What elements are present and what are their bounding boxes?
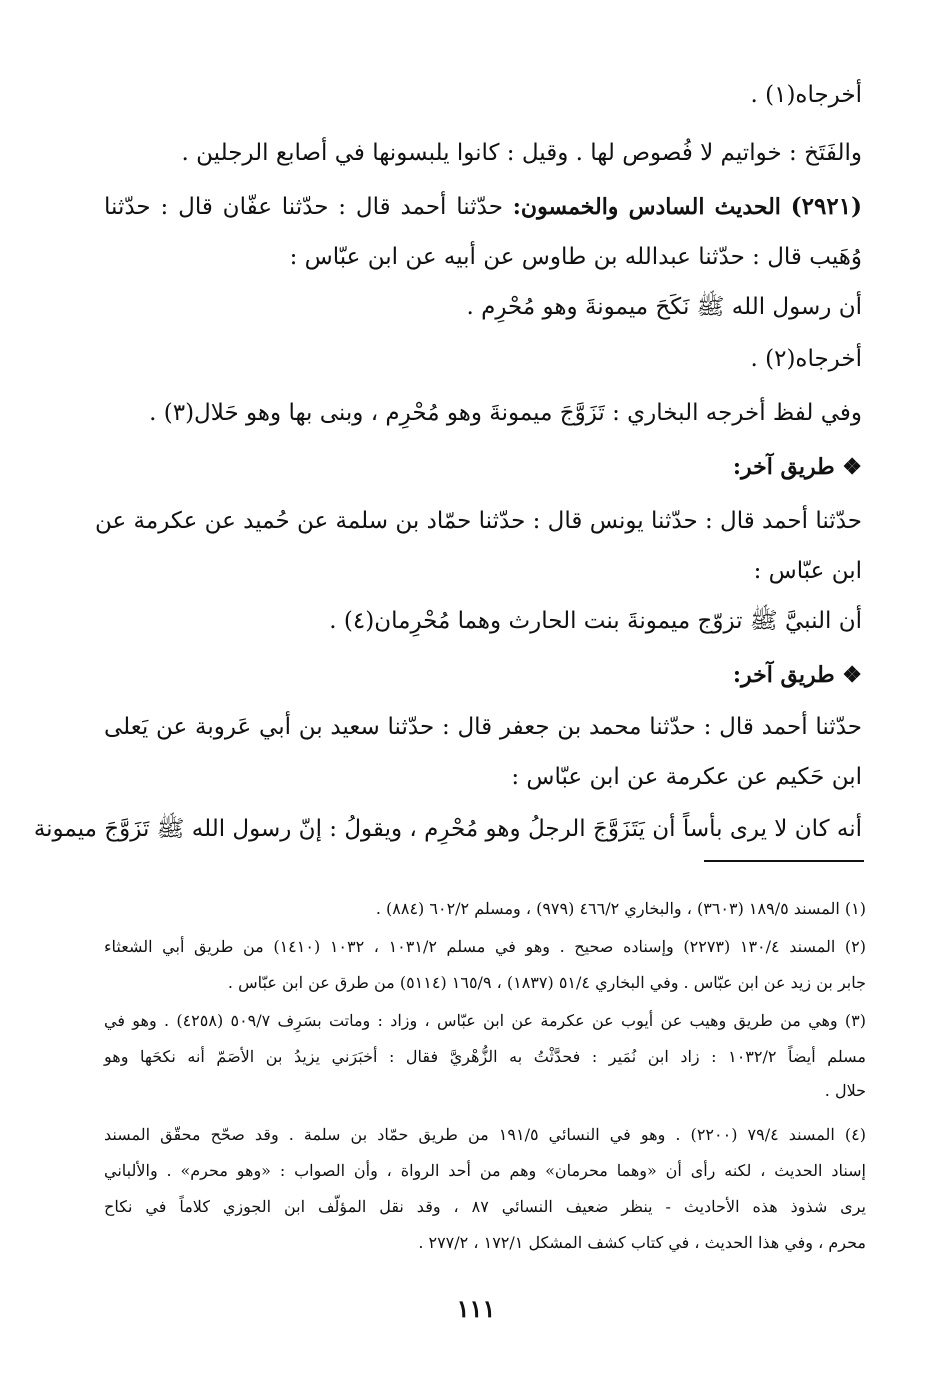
body-line-2: والفَتَخ : خواتيم لا فُصوص لها . وقيل : كانوا يلبسونها في أصابع الرجلين . — [181, 140, 862, 166]
body-line-1: أخرجاه(١) . — [750, 82, 862, 108]
page-number: ١١١ — [456, 1294, 496, 1323]
body-line-14: ابن حَكيم عن عكرمة عن ابن عبّاس : — [511, 764, 862, 790]
body-line-9: حدّثنا أحمد قال : حدّثنا يونس قال : حدّثنا حمّاد بن سلمة عن حُميد عن عكرمة عن — [95, 508, 862, 534]
footnote-4-line-1: (٤) المسند ٧٩/٤ (٢٢٠٠) . وهو في النسائي ١٩١/٥ من طريق حمّاد بن سلمة . وقد صحّح محقّق المسند — [104, 1125, 867, 1144]
footnote-4-line-3: يرى شذوذ هذه الأحاديث - ينظر ضعيف النسائي ٨٧ ، وقد نقل المؤلّف ابن الجوزي كلاماً في نكاح — [104, 1197, 866, 1216]
footnote-1: (١) المسند ١٨٩/٥ (٣٦٠٣) ، والبخاري ٤٦٦/٢ (٩٧٩) ، ومسلم ٦٠٢/٢ (٨٨٤) . — [375, 899, 866, 918]
subheading-other-route-2: ❖ طريق آخر: — [732, 662, 862, 688]
body-line-7: وفي لفظ أخرجه البخاري : تَزَوَّجَ ميمونةَ وهو مُحْرِم ، وبنى بها وهو حَلال(٣) . — [149, 400, 862, 426]
body-line-11: أن النبيَّ ﷺ تزوّج ميمونةَ بنت الحارث وهما مُحْرِمان(٤) . — [329, 608, 862, 634]
body-line-5: أن رسول الله ﷺ نَكَحَ ميمونةَ وهو مُحْرِم . — [466, 294, 862, 320]
hadith-number: (٢٩٢١) — [790, 193, 862, 220]
footnote-2-line-2: جابر بن زيد عن ابن عبّاس . وفي البخاري ٥١/٤ (١٨٣٧) ، ١٦٥/٩ (٥١١٤) من طرق عن ابن عبّاس . — [227, 973, 866, 992]
subheading-other-route-1: ❖ طريق آخر: — [732, 454, 862, 480]
footnote-3-line-1: (٣) وهي من طريق وهيب عن أيوب عن عكرمة عن ابن عبّاس ، وزاد : وماتت بسَرِف ٥٠٩/٧ (٤٢٥٨) . وهو في — [104, 1011, 867, 1030]
footnote-separator — [704, 860, 864, 862]
body-line-6: أخرجاه(٢) . — [750, 346, 862, 372]
body-line-4: وُهَيب قال : حدّثنا عبدالله بن طاوس عن أبيه عن ابن عبّاس : — [289, 244, 862, 270]
body-line-13: حدّثنا أحمد قال : حدّثنا محمد بن جعفر قال : حدّثنا سعيد بن أبي عَروبة عن يَعلى — [104, 714, 862, 740]
body-line-15: أنه كان لا يرى بأساً أن يَتَزَوَّجَ الرجلُ وهو مُحْرِم ، ويقولُ : إنّ رسول الله ﷺ تَزَوَّجَ ميمونة — [33, 816, 862, 842]
footnote-2-line-1: (٢) المسند ١٣٠/٤ (٢٢٧٣) وإسناده صحيح . وهو في مسلم ١٠٣١/٢ ، ١٠٣٢ (١٤١٠) من طريق أبي الشعثاء — [104, 937, 867, 956]
body-line-10: ابن عبّاس : — [753, 558, 862, 584]
hadith-isnad-start: حدّثنا أحمد قال : حدّثنا عفّان قال : حدّثنا — [104, 194, 503, 220]
footnote-4-line-4: محرم ، وفي هذا الحديث ، في كتاب كشف المشكل ١٧٢/١ ، ٢٧٧/٢ . — [418, 1233, 866, 1252]
hadith-title: الحديث السادس والخمسون: — [512, 194, 781, 220]
hadith-heading-line — [104, 190, 862, 224]
footnote-4-line-2: إسناد الحديث ، لكنه رأى أن «وهما محرمان» وهم من أحد الرواة ، وأن الصواب : «وهو محرم» . والألباني — [104, 1161, 866, 1180]
footnote-3-line-2: مسلم أيضاً ١٠٣٢/٢ : زاد ابن نُمَير : فحدَّثْتُ به الزُّهْريَّ فقال : أخبَرَني يزيدُ بن الأصَمّ أنه نكحَها وهو — [104, 1047, 867, 1066]
footnote-3-line-3: حلال . — [824, 1081, 866, 1100]
